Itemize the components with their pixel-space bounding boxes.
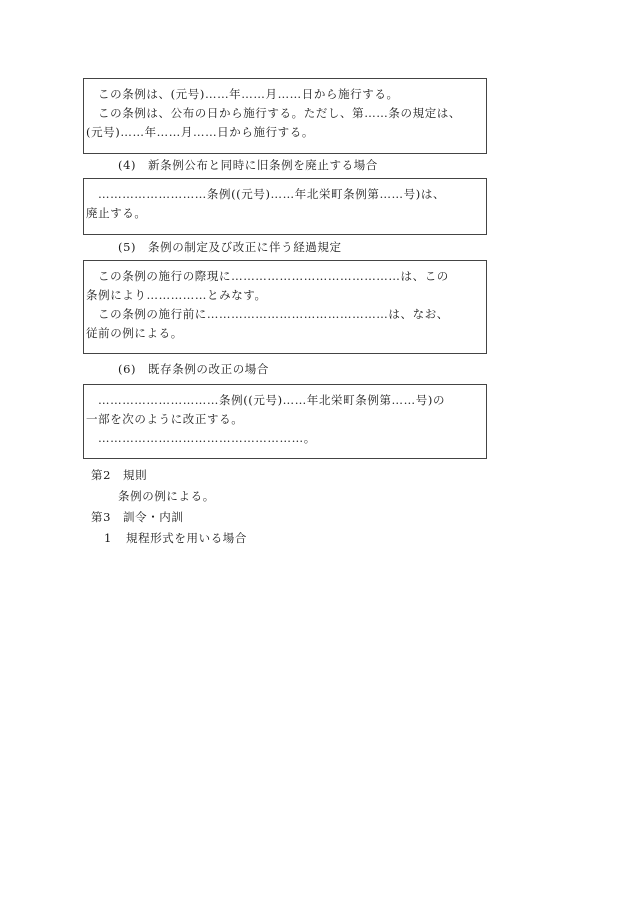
heading-number: (6) bbox=[118, 362, 137, 376]
heading-text: 既存条例の改正の場合 bbox=[148, 362, 269, 376]
box-line: …………………………条例((元号)……年北栄町条例第……号)の bbox=[98, 393, 446, 407]
heading-number: (4) bbox=[118, 158, 137, 172]
box-line: この条例の施行の際現に……………………………………は、この bbox=[98, 269, 449, 283]
heading-text: 条例の制定及び改正に伴う経過規定 bbox=[148, 240, 342, 254]
heading-number: (5) bbox=[118, 240, 137, 254]
heading-6 bbox=[118, 361, 269, 377]
heading-text: 新条例公布と同時に旧条例を廃止する場合 bbox=[148, 158, 378, 172]
box-line: ………………………条例((元号)……年北栄町条例第……号)は、 bbox=[98, 187, 446, 201]
section-number: 第3 bbox=[91, 510, 112, 524]
box-line: 廃止する。 bbox=[86, 206, 147, 220]
box-line: この条例は、公布の日から施行する。ただし、第……条の規定は、 bbox=[98, 106, 461, 120]
box-line: 条例により……………とみなす。 bbox=[86, 288, 267, 302]
section-number: 第2 bbox=[91, 468, 112, 482]
heading-4 bbox=[118, 157, 378, 173]
box-line: 一部を次のように改正する。 bbox=[86, 412, 244, 426]
section-title: 規則 bbox=[123, 468, 148, 482]
example-box-enforcement-date bbox=[83, 78, 487, 154]
box-line: この条例は、(元号)……年……月……日から施行する。 bbox=[98, 87, 399, 101]
heading-5 bbox=[118, 239, 342, 255]
box-line: 従前の例による。 bbox=[86, 326, 183, 340]
box-line: ……………………………………………。 bbox=[98, 431, 316, 445]
section-title: 訓令・内訓 bbox=[123, 510, 184, 524]
box-line: (元号)……年……月……日から施行する。 bbox=[86, 125, 314, 139]
item-number: 1 bbox=[104, 531, 112, 545]
example-box-repeal bbox=[83, 178, 487, 235]
item-1 bbox=[104, 530, 247, 546]
item-text: 規程形式を用いる場合 bbox=[126, 531, 247, 545]
section-2-body: 条例の例による。 bbox=[118, 489, 215, 503]
box-line: この条例の施行前に………………………………………は、なお、 bbox=[98, 307, 449, 321]
section-2-heading bbox=[91, 467, 147, 483]
example-box-transitional bbox=[83, 260, 487, 354]
example-box-amendment bbox=[83, 384, 487, 459]
section-3-heading bbox=[91, 509, 184, 525]
